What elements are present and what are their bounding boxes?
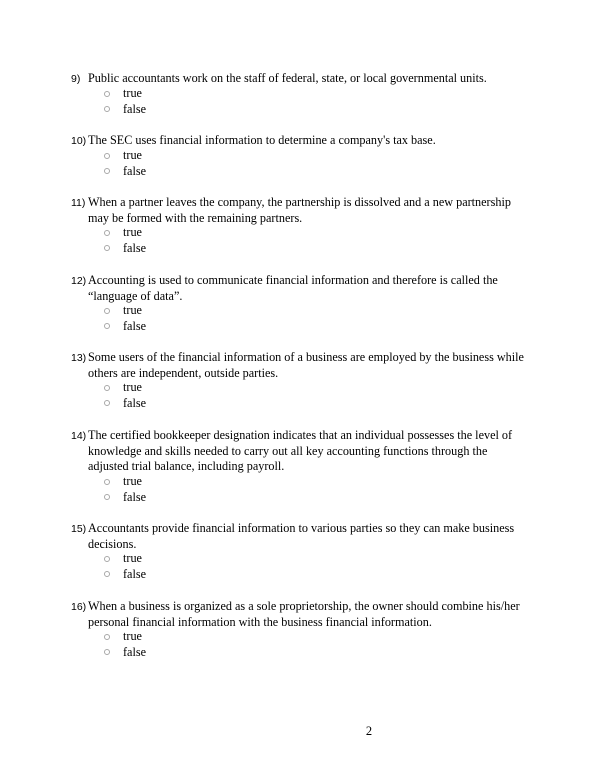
option-true[interactable] <box>104 225 146 241</box>
answer-options <box>104 551 146 582</box>
question-number: 11) <box>71 197 86 209</box>
option-false[interactable] <box>104 396 146 412</box>
answer-options <box>104 225 146 256</box>
option-true[interactable] <box>104 380 146 396</box>
option-label: false <box>123 566 147 581</box>
option-true[interactable] <box>104 474 146 490</box>
question-number: 12) <box>71 275 87 287</box>
option-label: true <box>123 225 142 239</box>
answer-options <box>104 148 146 179</box>
option-label: false <box>123 163 147 178</box>
option-label: false <box>123 318 147 333</box>
option-false[interactable] <box>104 567 146 583</box>
question-text: The SEC uses financial information to determine a company's tax base. <box>88 133 436 147</box>
option-false[interactable] <box>104 490 146 506</box>
answer-options <box>104 303 146 334</box>
answer-options <box>104 86 146 117</box>
question-text: Some users of the financial information of a business are employed by the business while others are independent, outside parties. <box>88 350 524 380</box>
radio-button[interactable] <box>104 323 110 329</box>
radio-button[interactable] <box>104 479 110 485</box>
option-label: false <box>123 395 147 410</box>
question-number: 14) <box>71 430 87 442</box>
radio-button[interactable] <box>104 400 110 406</box>
option-false[interactable] <box>104 241 146 257</box>
option-true[interactable] <box>104 148 146 164</box>
option-label: false <box>123 644 147 659</box>
option-true[interactable] <box>104 303 146 319</box>
option-label: true <box>123 86 142 100</box>
answer-options <box>104 380 146 411</box>
radio-button[interactable] <box>104 245 110 251</box>
radio-button[interactable] <box>104 153 110 159</box>
option-true[interactable] <box>104 629 146 645</box>
radio-button[interactable] <box>104 106 110 112</box>
page-number: 2 <box>365 724 373 738</box>
question-text: The certified bookkeeper designation indicates that an individual possesses the level of knowledge and skills needed to carry out all key accounting functions through the adjusted trial balance, including payroll. <box>88 428 513 474</box>
option-label: true <box>123 303 142 317</box>
radio-button[interactable] <box>104 571 110 577</box>
option-true[interactable] <box>104 551 146 567</box>
radio-button[interactable] <box>104 634 110 640</box>
option-label: true <box>123 148 142 162</box>
question-text: Accounting is used to communicate financial information and therefore is called the “language of data”. <box>88 273 498 303</box>
answer-options <box>104 629 146 660</box>
question-number: 16) <box>71 601 87 613</box>
option-label: false <box>123 240 147 255</box>
radio-button[interactable] <box>104 230 110 236</box>
answer-options <box>104 474 146 505</box>
question-text: When a partner leaves the company, the partnership is dissolved and a new partnership may be formed with the remaining partners. <box>88 195 511 225</box>
option-false[interactable] <box>104 319 146 335</box>
radio-button[interactable] <box>104 168 110 174</box>
option-label: true <box>123 629 142 643</box>
option-label: true <box>123 474 142 488</box>
option-label: true <box>123 551 142 565</box>
radio-button[interactable] <box>104 91 110 97</box>
radio-button[interactable] <box>104 494 110 500</box>
question-text: Accountants provide financial information to various parties so they can make business decisions. <box>88 521 515 551</box>
question-number: 10) <box>71 135 87 147</box>
option-false[interactable] <box>104 645 146 661</box>
question-text: When a business is organized as a sole proprietorship, the owner should combine his/her personal financial information with the business financial information. <box>88 599 520 629</box>
radio-button[interactable] <box>104 649 110 655</box>
question-number: 13) <box>71 352 87 364</box>
option-false[interactable] <box>104 102 146 118</box>
option-label: false <box>123 101 147 116</box>
radio-button[interactable] <box>104 308 110 314</box>
question-number: 9) <box>71 73 81 85</box>
option-label: false <box>123 489 147 504</box>
option-false[interactable] <box>104 164 146 180</box>
question-text: Public accountants work on the staff of federal, state, or local governmental units. <box>88 71 487 85</box>
question-number: 15) <box>71 523 87 535</box>
radio-button[interactable] <box>104 556 110 562</box>
radio-button[interactable] <box>104 385 110 391</box>
option-true[interactable] <box>104 86 146 102</box>
option-label: true <box>123 380 142 394</box>
